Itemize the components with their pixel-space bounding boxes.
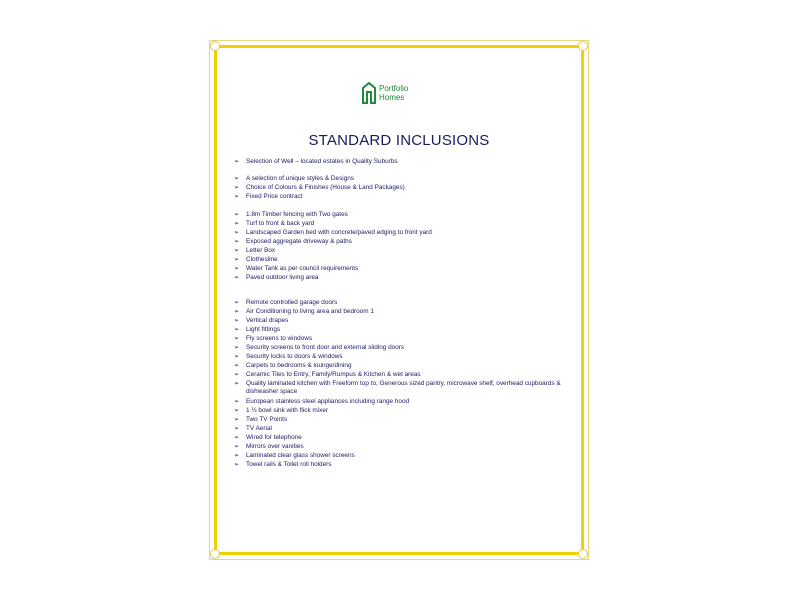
item-text: 1 ½ bowl sink with flick mixer	[246, 407, 329, 414]
arrow-bullet-icon: ➢	[234, 230, 240, 236]
item-text: Security screens to front door and external sliding doors	[246, 344, 405, 351]
list-item	[234, 443, 304, 451]
arrow-bullet-icon: ➢	[234, 435, 240, 441]
list-item	[234, 265, 358, 273]
item-text: Selection of Well – located estates in Quality Suburbs	[246, 158, 398, 165]
list-item	[234, 256, 278, 264]
list-item	[234, 193, 302, 201]
item-text: Laminated clear glass shower screens	[246, 452, 355, 459]
item-text: Quality laminated kitchen with Freeform top to, Generous sized pantry, microwave shelf, overhead cupboards & dishwasher space	[246, 380, 561, 395]
item-text: Clothesline	[246, 256, 278, 263]
list-item	[234, 308, 374, 316]
list-item	[234, 317, 288, 325]
list-item	[234, 362, 352, 370]
item-text: A selection of unique styles & Designs	[246, 175, 354, 182]
arrow-bullet-icon: ➢	[234, 399, 240, 405]
list-item	[234, 175, 354, 183]
list-item	[234, 211, 348, 219]
item-text: TV Aerial	[246, 425, 272, 432]
arrow-bullet-icon: ➢	[234, 345, 240, 351]
arrow-bullet-icon: ➢	[234, 159, 240, 165]
item-text: Landscaped Garden bed with concrete/paved edging to front yard	[246, 229, 432, 236]
item-text: Paved outdoor living area	[246, 274, 319, 281]
item-text: Water Tank as per council requirements	[246, 265, 359, 272]
arrow-bullet-icon: ➢	[234, 453, 240, 459]
list-item	[234, 184, 405, 192]
arrow-bullet-icon: ➢	[234, 185, 240, 191]
corner-ornament	[578, 549, 588, 559]
item-text: 1.8m Timber fencing with Two gates	[246, 211, 348, 218]
list-item	[234, 299, 337, 307]
item-text: Towel rails & Toilet roll holders	[246, 461, 332, 468]
arrow-bullet-icon: ➢	[234, 408, 240, 414]
house-logo-icon	[362, 82, 376, 104]
list-item	[234, 353, 343, 361]
page-title: STANDARD INCLUSIONS	[308, 132, 490, 149]
item-text: Vertical drapes	[246, 317, 289, 324]
item-text: Remote controlled garage doors	[246, 299, 338, 306]
list-item	[234, 380, 566, 396]
list-item	[234, 220, 314, 228]
arrow-bullet-icon: ➢	[234, 327, 240, 333]
list-item	[234, 452, 355, 460]
arrow-bullet-icon: ➢	[234, 354, 240, 360]
list-item	[234, 326, 280, 334]
arrow-bullet-icon: ➢	[234, 426, 240, 432]
arrow-bullet-icon: ➢	[234, 372, 240, 378]
arrow-bullet-icon: ➢	[234, 381, 240, 387]
list-item	[234, 425, 272, 433]
arrow-bullet-icon: ➢	[234, 194, 240, 200]
arrow-bullet-icon: ➢	[234, 275, 240, 281]
list-item	[234, 461, 331, 469]
arrow-bullet-icon: ➢	[234, 248, 240, 254]
list-item	[234, 416, 287, 424]
item-text: Turf to front & back yard	[246, 220, 315, 227]
list-item	[234, 247, 275, 255]
arrow-bullet-icon: ➢	[234, 300, 240, 306]
list-item	[234, 238, 352, 246]
item-text: Exposed aggregate driveway & paths	[246, 238, 352, 245]
arrow-bullet-icon: ➢	[234, 336, 240, 342]
arrow-bullet-icon: ➢	[234, 444, 240, 450]
item-text: Air Conditioning to living area and bedroom 1	[246, 308, 374, 315]
list-item	[234, 434, 302, 442]
item-text: Light fittings	[246, 326, 281, 333]
arrow-bullet-icon: ➢	[234, 176, 240, 182]
company-logo	[362, 80, 452, 106]
corner-ornament	[210, 41, 220, 51]
arrow-bullet-icon: ➢	[234, 363, 240, 369]
list-item	[234, 158, 398, 166]
item-text: Letter Box	[246, 247, 276, 254]
list-item	[234, 371, 421, 379]
arrow-bullet-icon: ➢	[234, 221, 240, 227]
list-item	[234, 274, 318, 282]
item-text: Mirrors over vanities	[246, 443, 304, 450]
item-text: Carpets to bedrooms & lounge/dining	[246, 362, 352, 369]
list-item	[234, 229, 432, 237]
arrow-bullet-icon: ➢	[234, 239, 240, 245]
list-item	[234, 335, 312, 343]
arrow-bullet-icon: ➢	[234, 212, 240, 218]
item-text: Fixed Price contract	[246, 193, 303, 200]
item-text: Fly screens to windows	[246, 335, 313, 342]
arrow-bullet-icon: ➢	[234, 257, 240, 263]
item-text: Security locks to doors & windows	[246, 353, 343, 360]
logo-line-2: Homes	[379, 93, 405, 102]
item-text: Two TV Points	[246, 416, 288, 423]
arrow-bullet-icon: ➢	[234, 318, 240, 324]
list-item	[234, 344, 404, 352]
list-item	[234, 398, 409, 406]
logo-line-1: Portfolio	[379, 84, 409, 93]
arrow-bullet-icon: ➢	[234, 266, 240, 272]
corner-ornament	[578, 41, 588, 51]
arrow-bullet-icon: ➢	[234, 462, 240, 468]
list-item	[234, 407, 328, 415]
item-text: Wired for telephone	[246, 434, 302, 441]
item-text: Ceramic Tiles to Entry, Family/Rumpus & Kitchen & wet areas	[246, 371, 421, 378]
item-text: Choice of Colours & Finishes (House & Land Packages)	[246, 184, 405, 191]
arrow-bullet-icon: ➢	[234, 417, 240, 423]
corner-ornament	[210, 549, 220, 559]
arrow-bullet-icon: ➢	[234, 309, 240, 315]
item-text: European stainless steel appliances including range hood	[246, 398, 410, 405]
